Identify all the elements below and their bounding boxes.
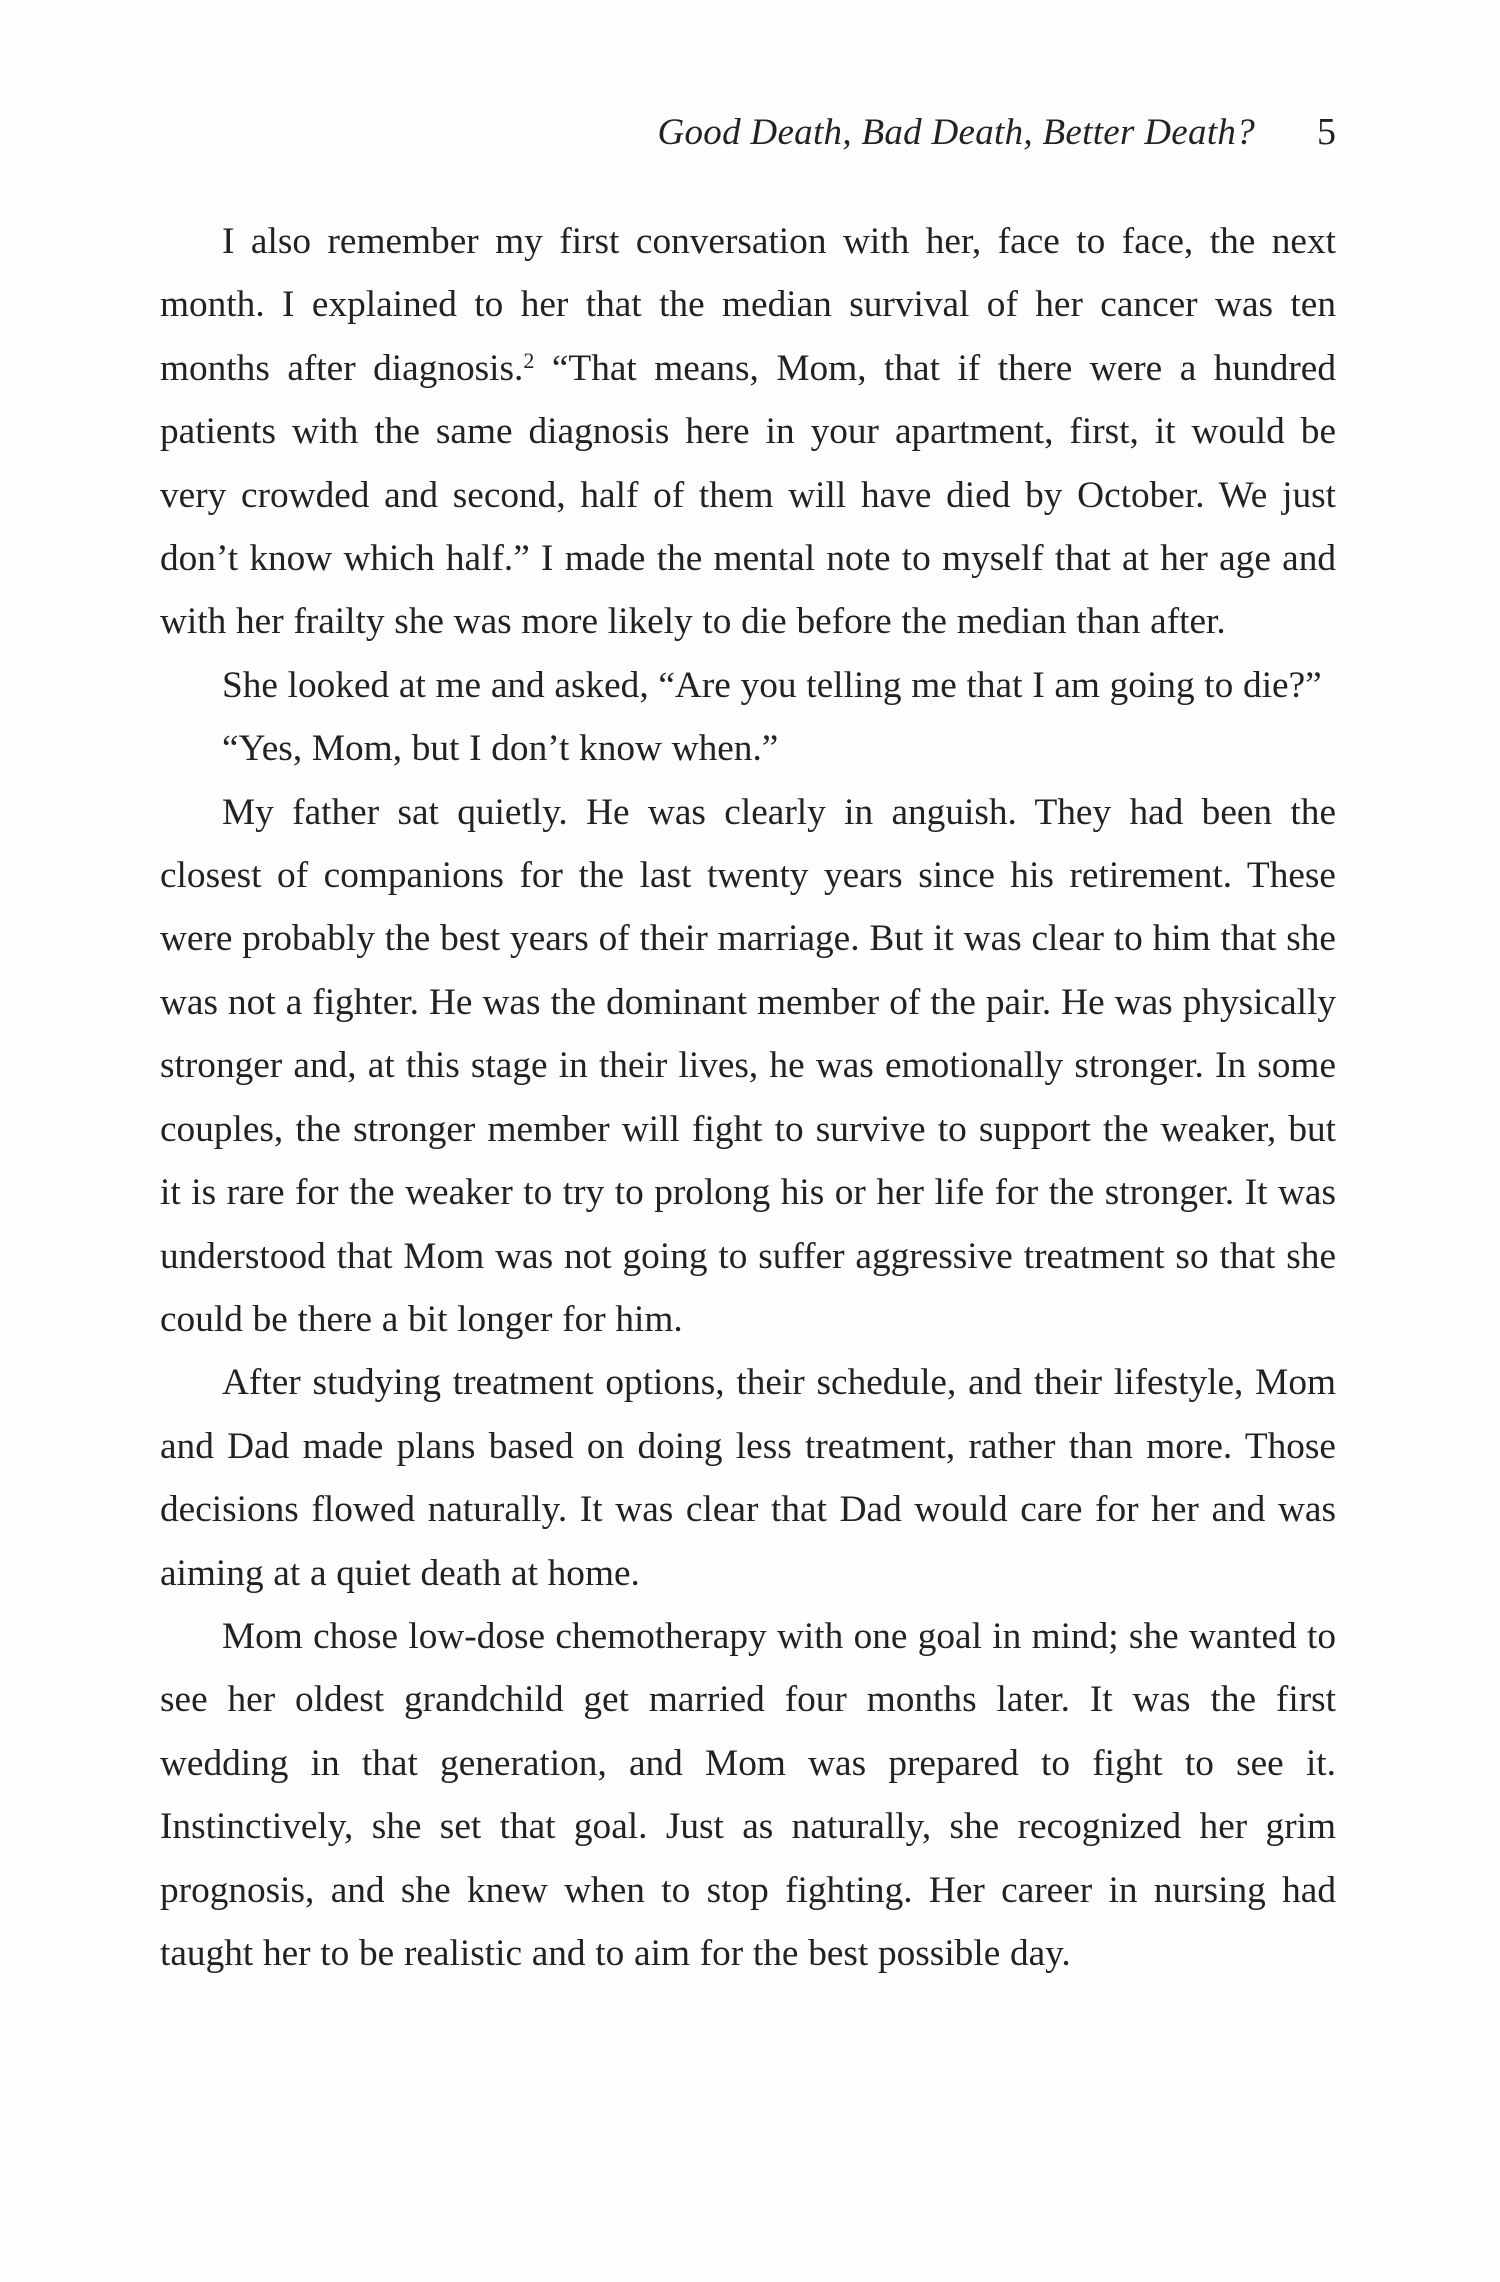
paragraph-2: She looked at me and asked, “Are you telling me that I am going to die?”	[222, 664, 1322, 706]
paragraph-1	[160, 210, 1336, 654]
paragraph-3: “Yes, Mom, but I don’t know when.”	[222, 728, 779, 770]
paragraph-5: After studying treatment options, their schedule, and their lifestyle, Mom and Dad made plans based on doing less treatment, rather than more. Those decisions flowed naturally. It was clear that Dad would care for her and was aiming at a quiet death at home.	[160, 1362, 1336, 1594]
paragraph-1-text: I also remember my first conversation with her, face to face, the next month. I explained to her that the median survival of her cancer was ten months after diagnosis.	[160, 221, 1336, 389]
paragraph-4: My father sat quietly. He was clearly in anguish. They had been the closest of companions for the last twenty years since his retirement. These were probably the best years of their marriage. But it was clear to him that she was not a fighter. He was the dominant member of the pair. He was physically stronger and, at this stage in their lives, he was emotionally stronger. In some couples, the stronger member will fight to survive to support the weaker, but it is rare for the weaker to try to prolong his or her life for the stronger. It was understood that Mom was not going to suffer aggressive treatment so that she could be there a bit longer for him.	[160, 791, 1336, 1340]
page-number: 5	[1317, 111, 1336, 153]
footnote-reference: 2	[523, 347, 535, 373]
paragraph-1-text-continued: “That means, Mom, that if there were a hundred patients with the same diagnosis here in your apartment, first, it would be very crowded and second, half of them will have died by October. We just don’t know which half.” I made the mental note to myself that at her age and with her frailty she was more likely to die before the median than after.	[160, 347, 1336, 643]
body-text	[160, 210, 1336, 1985]
paragraph-6: Mom chose low-dose chemotherapy with one goal in mind; she wanted to see her oldest grandchild get married four months later. It was the first wedding in that generation, and Mom was prepared to fight to see it. Instinctively, she set that goal. Just as naturally, she recognized her grim prognosis, and she knew when to stop fighting. Her career in nursing had taught her to be realistic and to aim for the best possible day.	[160, 1615, 1336, 1974]
running-head	[160, 108, 1336, 157]
running-title: Good Death, Bad Death, Better Death?	[657, 112, 1255, 153]
